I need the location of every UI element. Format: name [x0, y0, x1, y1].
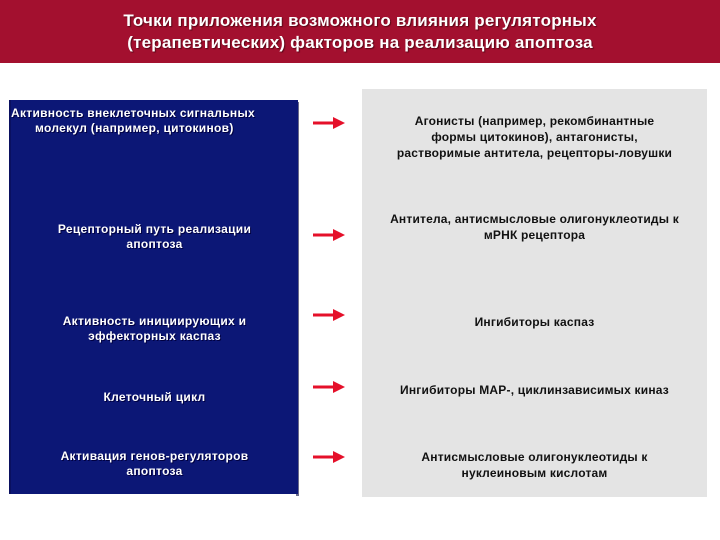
left-item-extracellular-signals	[11, 106, 298, 136]
left-item-regulatory-genes	[11, 449, 298, 479]
right-item-kinase-inhibitors	[362, 382, 707, 398]
left-item-1-line-1: Активность внеклеточных сигнальных	[11, 106, 255, 120]
right-item-antibodies	[362, 211, 707, 243]
right-arrow-icon	[313, 117, 345, 129]
right-item-3-line-1: Ингибиторы каспаз	[474, 315, 595, 329]
right-item-2-line-1: Антитела, антисмысловые олигонуклеотиды к	[390, 212, 679, 226]
slide-title-line-2: (терапевтических) факторов на реализацию апоптоза	[127, 32, 593, 52]
left-item-1-line-2: молекул (например, цитокинов)	[35, 121, 234, 135]
right-arrow-icon	[313, 229, 345, 241]
right-item-1-line-1: Агонисты (например, рекомбинантные	[414, 114, 655, 128]
right-arrow-icon	[313, 309, 345, 321]
left-item-4-line-1: Клеточный цикл	[103, 390, 206, 404]
left-item-receptor-pathway	[11, 222, 298, 252]
left-item-5-line-2: апоптоза	[126, 464, 183, 478]
right-arrow-icon	[313, 451, 345, 463]
right-item-antisense-oligos	[362, 449, 707, 481]
left-item-3-line-2: эффекторных каспаз	[88, 329, 221, 343]
left-item-cell-cycle	[11, 390, 298, 405]
right-item-caspase-inhibitors	[362, 314, 707, 330]
left-panel-application-points	[9, 100, 298, 494]
right-item-agonists	[362, 113, 707, 161]
left-item-3-line-1: Активность инициирующих и	[62, 314, 247, 328]
right-item-1-line-2: формы цитокинов), антагонисты,	[431, 130, 638, 144]
slide-title-bar	[0, 0, 720, 63]
right-item-2-line-2: мРНК рецептора	[483, 228, 586, 242]
right-arrow-icon	[313, 381, 345, 393]
slide-title-line-1: Точки приложения возможного влияния регуляторных	[123, 10, 597, 30]
right-item-5-line-2: нуклеиновым кислотам	[461, 466, 608, 480]
left-item-caspase-activity	[11, 314, 298, 344]
right-item-5-line-1: Антисмысловые олигонуклеотиды к	[421, 450, 648, 464]
left-item-2-line-1: Рецепторный путь реализации	[57, 222, 252, 236]
right-item-4-line-1: Ингибиторы MAP-, циклинзависимых киназ	[400, 383, 669, 397]
left-item-2-line-2: апоптоза	[126, 237, 183, 251]
left-item-5-line-1: Активация генов-регуляторов	[60, 449, 249, 463]
right-panel-therapeutic-factors	[362, 89, 707, 497]
right-item-1-line-3: растворимые антитела, рецепторы-ловушки	[396, 146, 673, 160]
